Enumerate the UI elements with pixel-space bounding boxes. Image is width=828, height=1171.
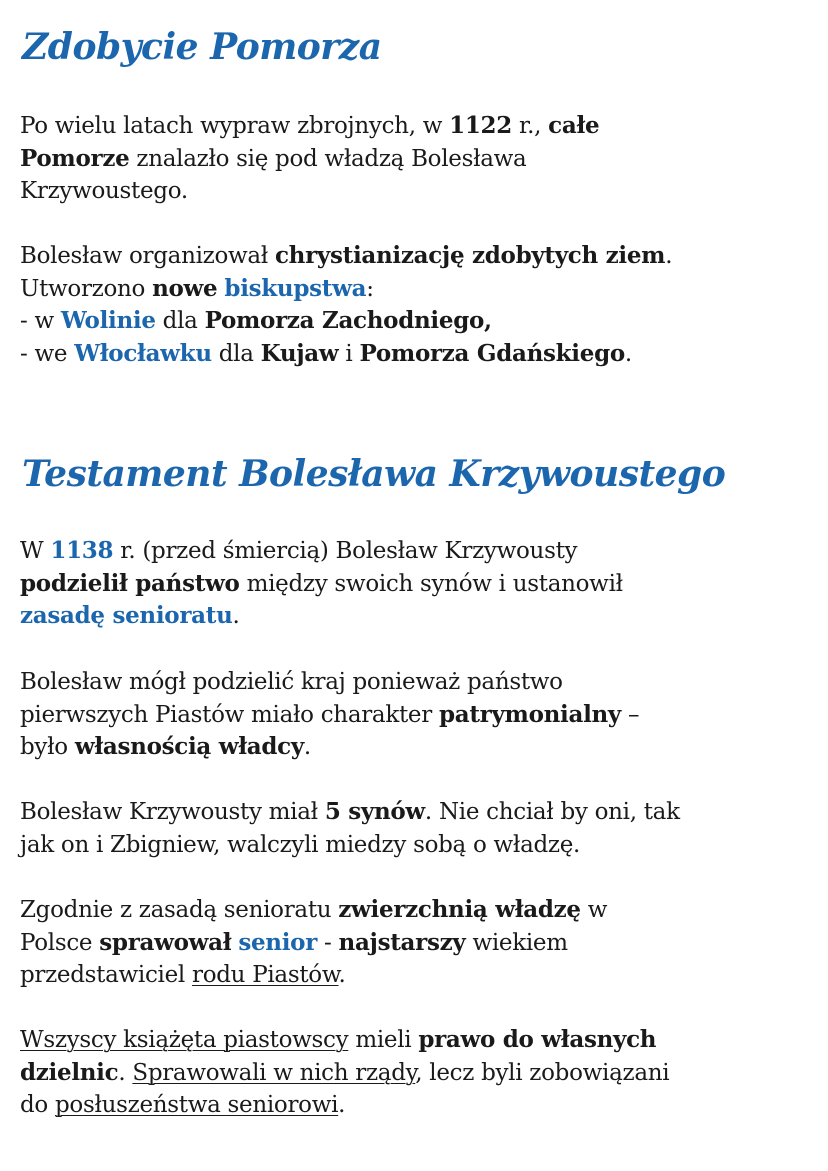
text-line — [20, 829, 680, 862]
bold-text: Kujaw — [260, 339, 339, 367]
text-run: . — [232, 603, 240, 629]
text-run: przedstawiciel — [20, 962, 192, 988]
text-run: . — [665, 243, 673, 269]
text-line — [20, 699, 639, 732]
text-run: było — [20, 734, 75, 760]
text-run: mieli — [348, 1027, 419, 1053]
bold-text: zwierzchnią władzę — [338, 896, 581, 923]
bold-text: Pomorze — [20, 144, 130, 172]
text-run: jak on i Zbigniew, walczyli miedzy sobą o władzę. — [20, 831, 581, 858]
text-run: r., — [511, 113, 549, 139]
text-run: Bolesław mógł podzielić kraj ponieważ państwo — [20, 669, 563, 695]
bold-text: Pomorza Gdańskiego — [359, 339, 625, 367]
text-run: - — [317, 929, 339, 956]
text-line — [20, 143, 599, 176]
text-run: w — [580, 897, 608, 923]
bold-text: 5 synów — [324, 798, 425, 825]
text-run: Bolesław organizował — [20, 243, 275, 269]
highlight-text: 1138 — [50, 537, 114, 564]
text-line — [20, 568, 623, 601]
text-run: Polsce — [20, 929, 100, 956]
text-line — [20, 796, 680, 829]
text-line — [20, 731, 639, 764]
paragraph — [20, 110, 599, 208]
text-run: Bolesław Krzywousty miał — [20, 799, 325, 825]
paragraph — [20, 894, 607, 992]
underlined-text: rodu Piastów — [192, 962, 339, 988]
text-run: . — [118, 1059, 133, 1086]
paragraph — [20, 796, 680, 861]
underlined-text: posłuszeństwa seniorowi — [54, 1092, 339, 1118]
text-run: Krzywoustego. — [20, 178, 188, 204]
text-line — [20, 110, 599, 143]
bold-text: własnością władcy — [74, 733, 304, 760]
text-line — [20, 240, 672, 273]
underlined-text: Wszyscy książęta piastowscy — [20, 1027, 349, 1053]
text-run: . — [338, 1092, 346, 1118]
highlight-text: senior — [238, 928, 318, 956]
text-run: . Nie chciał by oni, tak — [424, 799, 680, 825]
text-line — [20, 927, 607, 960]
text-run: Utworzono — [20, 275, 153, 302]
bold-text: dzielnic — [20, 1058, 119, 1086]
text-run: pierwszych Piastów miało charakter — [20, 701, 439, 728]
text-run: – — [621, 701, 640, 728]
bold-text: Pomorza Zachodniego, — [204, 307, 492, 334]
text-run: między swoich synów i ustanowił — [239, 570, 623, 597]
text-line — [20, 535, 623, 568]
bold-text: nowe — [152, 274, 218, 302]
section-heading-zdobycie-pomorza: Zdobycie Pomorza — [22, 26, 382, 68]
text-line — [20, 1024, 669, 1057]
section-heading-testament: Testament Bolesława Krzywoustego — [22, 453, 726, 495]
text-run: : — [366, 275, 374, 302]
text-line — [20, 175, 599, 208]
text-line — [20, 600, 623, 633]
text-run: r. (przed śmiercią) Bolesław Krzywousty — [113, 538, 578, 564]
text-line — [20, 666, 639, 699]
bold-text: sprawował — [99, 928, 232, 956]
text-run: . — [624, 340, 632, 367]
text-run: do — [20, 1092, 55, 1118]
text-run: W — [20, 538, 51, 564]
text-run: i — [338, 340, 360, 367]
bold-text: chrystianizację zdobytych ziem — [274, 242, 666, 269]
text-run: - we — [20, 340, 75, 367]
text-run: znalazło się pod władzą Bolesława — [129, 145, 527, 172]
text-line — [20, 305, 672, 338]
text-line — [20, 1089, 669, 1122]
text-line — [20, 273, 672, 306]
text-run: Po wielu latach wypraw zbrojnych, w — [20, 113, 450, 139]
paragraph — [20, 240, 672, 370]
highlight-text: zasadę senioratu — [20, 602, 233, 629]
paragraph — [20, 1024, 669, 1122]
text-run: wiekiem — [465, 929, 568, 956]
text-run: , lecz byli zobowiązani — [415, 1059, 670, 1086]
bold-text: najstarszy — [338, 928, 466, 956]
text-run: - w — [20, 308, 61, 334]
text-line — [20, 338, 672, 371]
paragraph — [20, 666, 639, 764]
text-line — [20, 959, 607, 992]
bold-text: patrymonialny — [438, 700, 621, 728]
text-line — [20, 894, 607, 927]
highlight-text: Wolinie — [60, 307, 156, 334]
text-run: . — [338, 962, 346, 988]
bold-text: prawo do własnych — [418, 1026, 657, 1053]
underlined-text: Sprawowali w nich rządy — [132, 1059, 416, 1086]
paragraph — [20, 535, 623, 633]
text-line — [20, 1057, 669, 1090]
highlight-text: Włocławku — [74, 339, 212, 367]
text-run: dla — [211, 340, 261, 367]
text-run: dla — [155, 308, 205, 334]
text-run: . — [303, 734, 311, 760]
bold-text: całe — [548, 112, 600, 139]
highlight-text: biskupstwa — [224, 274, 367, 302]
bold-text: 1122 — [449, 112, 512, 139]
bold-text: podzielił państwo — [20, 569, 240, 597]
text-run: Zgodnie z zasadą senioratu — [20, 897, 339, 923]
